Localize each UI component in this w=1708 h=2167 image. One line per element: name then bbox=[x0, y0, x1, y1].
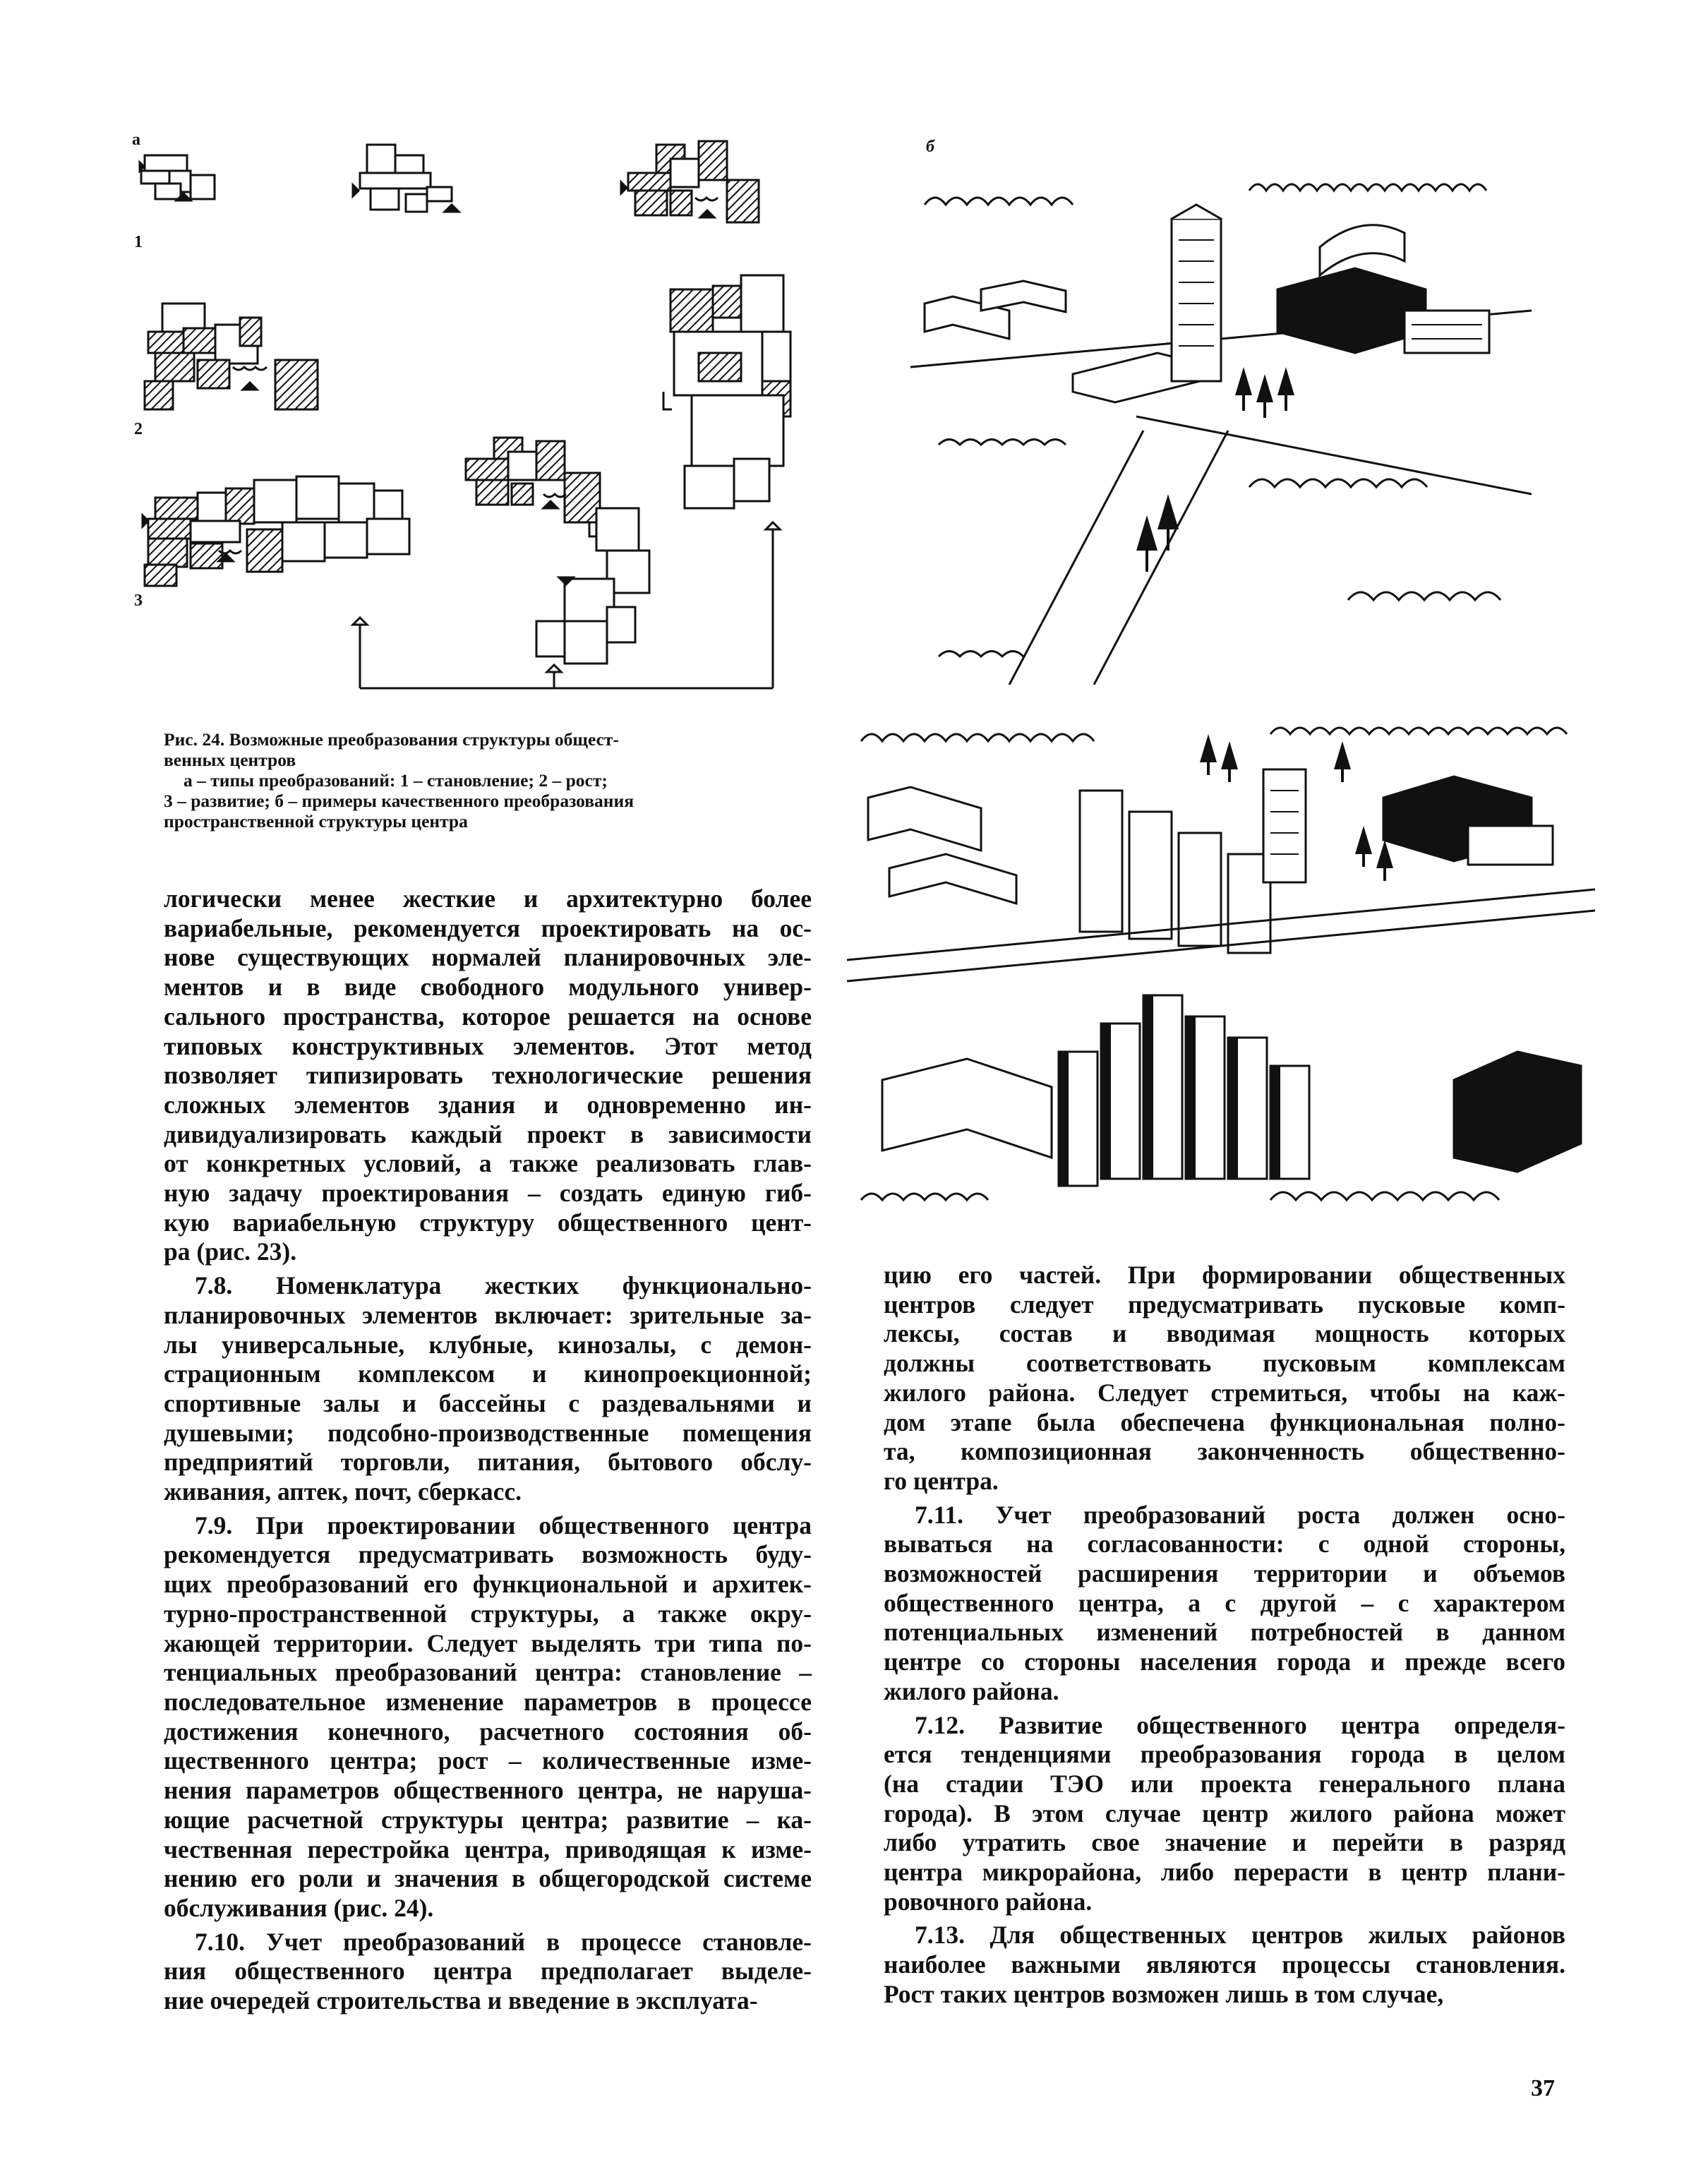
plan-row2-a bbox=[145, 304, 318, 409]
figure-b-sketch-top bbox=[910, 162, 1532, 685]
text-line: Рост таких центров возможен лишь в том случае, bbox=[884, 1979, 1444, 2008]
plan-row3-a bbox=[143, 476, 409, 586]
caption-desc-line: а – типы преобразований: 1 – становление; 2 – рост; bbox=[184, 770, 608, 791]
text-line: центра микрорайона, либо перерасти в центр плани- bbox=[884, 1858, 1565, 1887]
row-label-3: 3 bbox=[134, 592, 143, 610]
text-line: ментов и в виде свободного модульного универ- bbox=[164, 973, 812, 1002]
text-line: цию его частей. При формировании общественных bbox=[884, 1261, 1565, 1289]
paragraph bbox=[884, 1921, 1565, 2009]
text-line: 7.8. Номенклатура жестких функционально- bbox=[195, 1271, 812, 1300]
text-line: турно-пространственной структуры, а также окру- bbox=[164, 1599, 812, 1628]
plan-row1-b bbox=[353, 145, 459, 212]
text-line: достижения конечного, расчетного состояния об- bbox=[164, 1717, 812, 1746]
text-line: дом этапе была обеспечена функциональная полно- bbox=[884, 1407, 1565, 1436]
caption-title-line: венных центров bbox=[164, 750, 296, 770]
text-line: ние очередей строительства и введение в эксплуата- bbox=[164, 1986, 758, 2015]
plan-row1-a bbox=[140, 155, 215, 200]
text-line: 7.12. Развитие общественного центра определя- bbox=[915, 1710, 1565, 1739]
text-line: центров следует предусматривать пусковые комп- bbox=[884, 1290, 1565, 1319]
paragraph bbox=[884, 1261, 1565, 1496]
text-line: нения параметров общественного центра, не наруша- bbox=[164, 1776, 812, 1805]
caption-desc-line: пространственной структуры центра bbox=[164, 811, 468, 832]
paragraph bbox=[164, 1271, 812, 1507]
text-line: ющие расчетной структуры центра; развитие – ка- bbox=[164, 1805, 812, 1834]
text-line: предприятий торговли, питания, бытового обслу- bbox=[164, 1448, 812, 1477]
figure-label-a: а bbox=[132, 131, 140, 149]
text-line: жилого района. Следует стремиться, чтобы на каж- bbox=[884, 1378, 1565, 1407]
row-label-2: 2 bbox=[134, 420, 143, 438]
text-line: кую вариабельную структуру общественного цент- bbox=[164, 1208, 812, 1237]
text-line: нению его роли и значения в общегородской системе bbox=[164, 1864, 812, 1893]
text-line: щественного центра; рост – количественные изме- bbox=[164, 1746, 812, 1775]
paragraph bbox=[164, 1511, 812, 1923]
text-line: жающей территории. Следует выделять три типа по- bbox=[164, 1628, 812, 1657]
right-text-column bbox=[884, 1261, 1565, 2014]
text-line: должны соответствовать пусковым комплексам bbox=[884, 1349, 1565, 1378]
plan-row3-b bbox=[466, 438, 649, 664]
caption-title-line: Рис. 24. Возможные преобразования структуры общест- bbox=[164, 729, 619, 750]
text-line: позволяет типизировать технологические решения bbox=[164, 1061, 812, 1090]
text-line: ную задачу проектирования – создать единую гиб- bbox=[164, 1179, 812, 1208]
text-line: наиболее важными являются процессы становления. bbox=[884, 1950, 1565, 1979]
text-line: возможностей расширения территории и объемов bbox=[884, 1559, 1565, 1588]
figure-a-plan-diagrams bbox=[127, 127, 805, 692]
text-line: потенциальных изменений потребностей в данном bbox=[884, 1618, 1565, 1647]
text-line: либо утратить свое значение и перейти в разряд bbox=[884, 1828, 1565, 1857]
text-line: жилого района. bbox=[884, 1676, 1059, 1705]
text-line: сального пространства, которое решается на основе bbox=[164, 1002, 812, 1031]
plan-row1-c bbox=[621, 141, 759, 222]
text-line: 7.11. Учет преобразований роста должен осно- bbox=[915, 1500, 1565, 1529]
text-line: лексы, состав и вводимая мощность которых bbox=[884, 1319, 1565, 1348]
text-line: тенциальных преобразований центра: становление – bbox=[164, 1658, 812, 1687]
caption-desc-line: 3 – развитие; б – примеры качественного преобразования bbox=[164, 791, 634, 811]
text-line: общественного центра, а с другой – с характером bbox=[884, 1588, 1565, 1617]
text-line: планировочных элементов включает: зрительные за- bbox=[164, 1300, 812, 1329]
text-line: живания, аптек, почт, сберкасс. bbox=[164, 1477, 522, 1506]
text-line: 7.13. Для общественных центров жилых районов bbox=[915, 1921, 1565, 1950]
text-line: обслуживания (рис. 24). bbox=[164, 1893, 434, 1922]
text-line: (на стадии ТЭО или проекта генерального плана bbox=[884, 1769, 1565, 1798]
text-line: логически менее жесткие и архитектурно более bbox=[164, 884, 812, 913]
figure-label-b: б bbox=[926, 138, 934, 156]
text-line: рекомендуется предусматривать возможность буду- bbox=[164, 1540, 812, 1569]
text-line: от конкретных условий, а также реализовать глав- bbox=[164, 1149, 812, 1178]
text-line: ния общественного центра предполагает выделе- bbox=[164, 1957, 812, 1986]
paragraph bbox=[884, 1501, 1565, 1707]
text-line: спортивные залы и бассейны с раздевальнями и bbox=[164, 1388, 812, 1417]
text-line: лы универсальные, клубные, кинозалы, с демон- bbox=[164, 1330, 812, 1359]
text-line: сложных элементов здания и одновременно ин- bbox=[164, 1090, 812, 1119]
text-line: та, композиционная законченность общественно- bbox=[884, 1437, 1565, 1466]
text-line: вариабельные, рекомендуется проектировать на ос- bbox=[164, 913, 812, 942]
text-line: ра (рис. 23). bbox=[164, 1237, 297, 1266]
page-number: 37 bbox=[1531, 2075, 1555, 2101]
text-line: 7.10. Учет преобразований в процессе становле- bbox=[195, 1927, 812, 1956]
text-line: 7.9. При проектировании общественного центра bbox=[195, 1511, 812, 1539]
text-line: щих преобразований его функциональной и архитек- bbox=[164, 1570, 812, 1599]
left-text-column bbox=[164, 884, 812, 2020]
text-line: типовых конструктивных элементов. Этот метод bbox=[164, 1031, 812, 1060]
text-line: страционным комплексом и кинопроекционной; bbox=[164, 1359, 812, 1388]
paragraph bbox=[884, 1711, 1565, 1917]
text-line: душевыми; подсобно-производственные помещения bbox=[164, 1418, 812, 1447]
plan-row2-b bbox=[663, 275, 790, 628]
text-line: нове существующих нормалей планировочных эле- bbox=[164, 943, 812, 972]
figure-caption bbox=[164, 729, 820, 832]
text-line: дивидуализировать каждый проект в зависимости bbox=[164, 1119, 812, 1148]
text-line: города). В этом случае центр жилого района может bbox=[884, 1799, 1565, 1827]
text-line: чественная перестройка центра, приводящая к изме- bbox=[164, 1835, 812, 1863]
text-line: вываться на согласованности: с одной стороны, bbox=[884, 1530, 1565, 1559]
text-line: го центра. bbox=[884, 1466, 999, 1495]
text-line: центре со стороны населения города и прежде всего bbox=[884, 1647, 1565, 1676]
figure-b-sketch-bottom bbox=[847, 713, 1595, 1228]
row-label-1: 1 bbox=[134, 233, 143, 251]
text-line: ется тенденциями преобразования города в целом bbox=[884, 1740, 1565, 1769]
text-line: последовательное изменение параметров в процессе bbox=[164, 1687, 812, 1716]
paragraph bbox=[164, 884, 812, 1267]
paragraph bbox=[164, 1928, 812, 2016]
text-line: ровочного района. bbox=[884, 1887, 1093, 1916]
